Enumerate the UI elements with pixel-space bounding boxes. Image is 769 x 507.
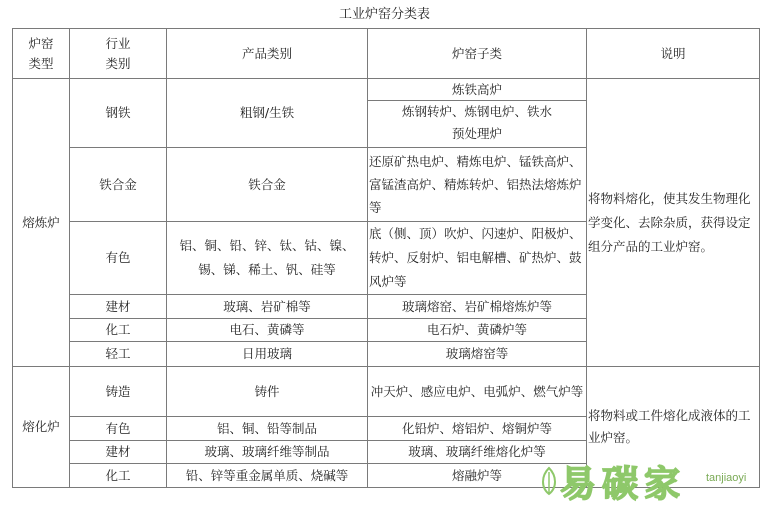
table-title: 工业炉窑分类表: [338, 7, 430, 22]
product-cell: 玻璃、玻璃纤维等制品: [167, 441, 368, 464]
product-cell: 粗钢/生铁: [167, 79, 368, 148]
industry-cell: 化工: [70, 464, 167, 488]
subtype-cell: 电石炉、黄磷炉等: [368, 319, 587, 342]
header-kiln-type: [13, 29, 70, 79]
product-cell: 电石、黄磷等: [167, 319, 368, 342]
subtype-cell: 玻璃熔窑、岩矿棉熔炼炉等: [368, 295, 587, 319]
subtype-item: 炼铁高炉: [368, 79, 586, 101]
header-industry-line1: 行业: [105, 35, 131, 51]
subtype-item: 炼钢转炉、炼钢电炉、铁水预处理炉: [401, 104, 552, 141]
leaf-icon: [538, 466, 560, 496]
product-cell: 铝、铜、铅、锌、钛、钴、镍、锡、锑、稀土、钒、硅等: [167, 222, 368, 295]
product-cell: 铸件: [167, 367, 368, 417]
header-product: 产品类别: [167, 29, 368, 79]
header-subtype: 炉窑子类: [368, 29, 587, 79]
industry-cell: 建材: [70, 295, 167, 319]
watermark-text: 易碳家: [560, 464, 687, 505]
subtype-cell: 玻璃、玻璃纤维熔化炉等: [368, 441, 587, 464]
header-industry: [70, 29, 167, 79]
subtype-cell: 熔融炉等: [368, 464, 587, 488]
subtype-cell: 化铅炉、熔铝炉、熔铜炉等: [368, 417, 587, 441]
table-row: [13, 79, 760, 148]
product-cell: 铝、铜、铅等制品: [167, 417, 368, 441]
industry-cell: 铁合金: [70, 148, 167, 222]
industry-cell: 化工: [70, 319, 167, 342]
watermark-domain: tanjiaoyi: [706, 472, 747, 484]
product-cell: 玻璃、岩矿棉等: [167, 295, 368, 319]
industry-cell: 有色: [70, 417, 167, 441]
table-row: [13, 367, 760, 417]
header-row: [13, 29, 760, 79]
industry-cell: 有色: [70, 222, 167, 295]
header-kiln-type-line2: 类型: [28, 55, 54, 71]
header-industry-line2: 类别: [105, 55, 131, 71]
industry-cell: 建材: [70, 441, 167, 464]
subtype-cell: 冲天炉、感应电炉、电弧炉、燃气炉等: [368, 367, 587, 417]
note-cell: 将物料或工件熔化成液体的工业炉窑。: [587, 367, 760, 488]
subtype-cell: 还原矿热电炉、精炼电炉、锰铁高炉、富锰渣高炉、精炼转炉、铝热法熔炼炉等: [368, 148, 587, 222]
product-cell: 日用玻璃: [167, 342, 368, 367]
header-note: 说明: [587, 29, 760, 79]
product-cell: 铅、锌等重金属单质、烧碱等: [167, 464, 368, 488]
subtype-cell: 底（侧、顶）吹炉、闪速炉、阳极炉、转炉、反射炉、铝电解槽、矿热炉、鼓风炉等: [368, 222, 587, 295]
industry-cell: 轻工: [70, 342, 167, 367]
subtype-cell: 玻璃熔窑等: [368, 342, 587, 367]
note-cell: 将物料熔化，使其发生物理化学变化、去除杂质，获得设定组分产品的工业炉窑。: [587, 79, 760, 367]
kiln-classification-table: [12, 28, 760, 488]
kiln-type-cell: 熔化炉: [13, 367, 70, 488]
header-kiln-type-line1: 炉窑: [28, 35, 54, 51]
kiln-type-cell: 熔炼炉: [13, 79, 70, 367]
product-cell: 铁合金: [167, 148, 368, 222]
industry-cell: 钢铁: [70, 79, 167, 148]
industry-cell: 铸造: [70, 367, 167, 417]
subtype-cell: [368, 79, 587, 148]
watermark-logo: [538, 462, 769, 505]
